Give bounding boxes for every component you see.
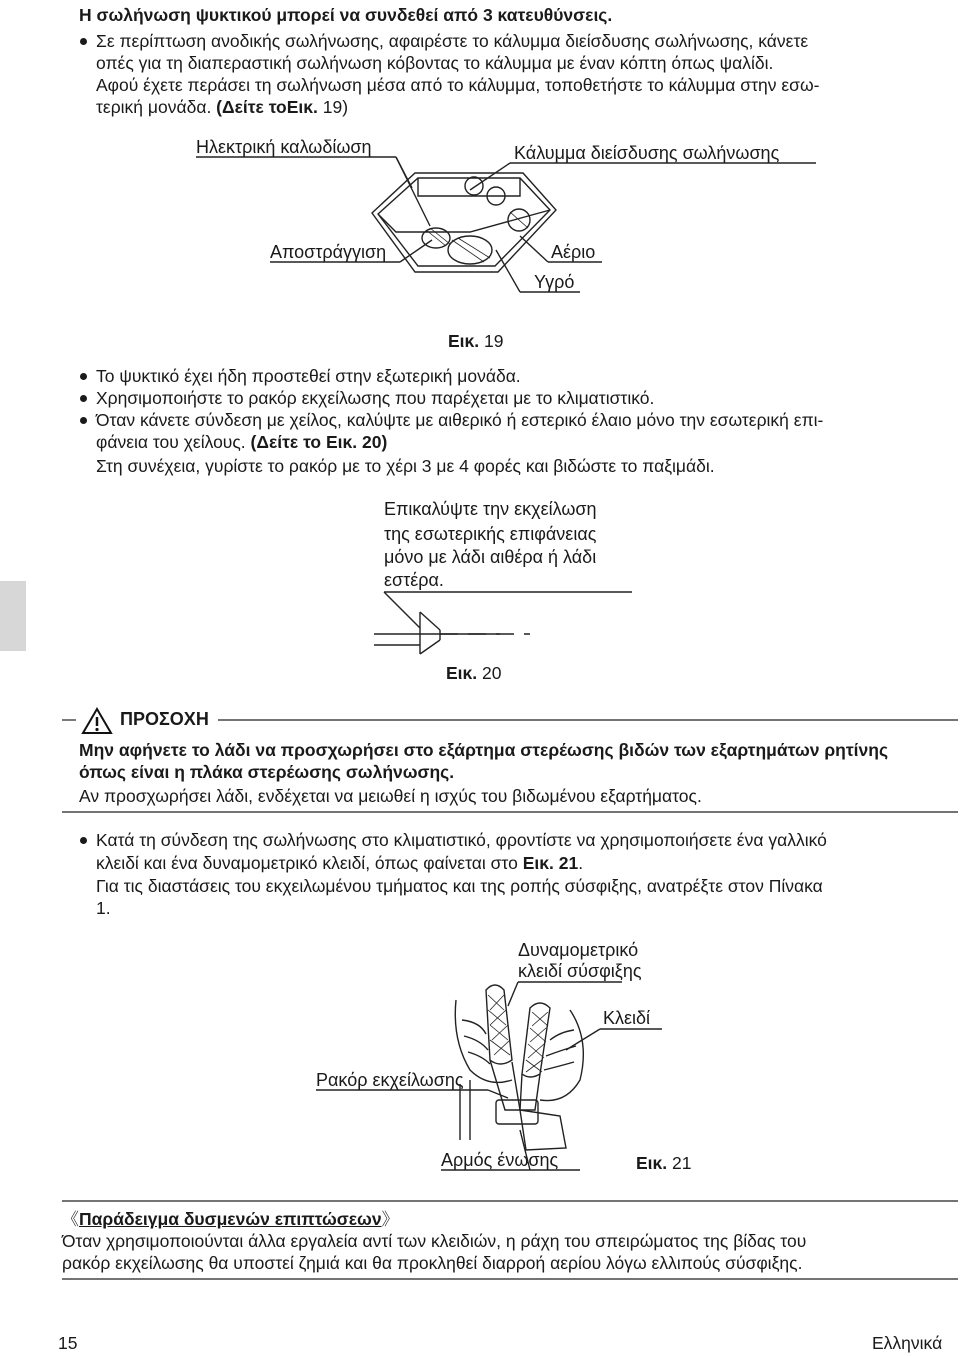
label-electrical-wiring: Ηλεκτρική καλωδίωση bbox=[196, 137, 372, 157]
bullet1-line4: τερική μονάδα. (Δείτε τοΕικ. 19) bbox=[96, 97, 349, 117]
fig20-caption: Εικ. 20 bbox=[446, 663, 502, 683]
footer-language: Ελληνικά bbox=[872, 1333, 943, 1353]
caution-title: ΠΡΟΣΟΧΗ bbox=[120, 709, 209, 729]
bullet2-3-line2: φάνεια του χείλους. (Δείτε το Εικ. 20) bbox=[96, 432, 388, 452]
bullet2-3-line3: Στη συνέχεια, γυρίστε το ρακόρ με το χέρι 3 με 4 φορές και βιδώστε το παξιμάδι. bbox=[96, 456, 715, 476]
caution-normal-line: Αν προσχωρήσει λάδι, ενδέχεται να μειωθεί η ισχύς του βιδωμένου εξαρτήματος. bbox=[79, 786, 702, 806]
label-torque-wrench-1: Δυναμομετρικό bbox=[518, 940, 639, 960]
label-wrench: Κλειδί bbox=[603, 1008, 651, 1028]
bullet2-3-line1: Όταν κάνετε σύνδεση με χείλος, καλύψτε με αιθερικό ή εστερικό έλαιο μόνο την εσωτερική επι- bbox=[96, 410, 824, 430]
label-gas: Αέριο bbox=[551, 242, 596, 262]
caution-bold-line2: όπως είναι η πλάκα στερέωσης σωλήνωσης. bbox=[79, 762, 455, 782]
bullet2-1: Το ψυκτικό έχει ήδη προστεθεί στην εξωτερική μονάδα. bbox=[96, 366, 521, 386]
section-heading: Η σωλήνωση ψυκτικού μπορεί να συνδεθεί από 3 κατευθύνσεις. bbox=[79, 5, 613, 25]
fig20-note-line3: μόνο με λάδι αιθέρα ή λάδι bbox=[384, 547, 597, 567]
label-liquid: Υγρό bbox=[534, 272, 575, 292]
bullet1-line3: Αφού έχετε περάσει τη σωλήνωση μέσα από το κάλυμμα, τοποθετήστε το κάλυμμα στην εσω- bbox=[96, 75, 820, 95]
label-drain: Αποστράγγιση bbox=[270, 242, 387, 262]
bullet1-line2: οπές για τη διαπεραστική σωλήνωση κόβοντας το κάλυμμα με έναν κόπτη όπως ψαλίδι. bbox=[96, 53, 774, 73]
fig20-note-line4: εστέρα. bbox=[384, 570, 444, 590]
fig20-note-line1: Επικαλύψτε την εκχείλωση bbox=[384, 499, 597, 519]
bullet1-line1: Σε περίπτωση ανοδικής σωλήνωσης, αφαιρέστε το κάλυμμα διείσδυσης σωλήνωσης, κάνετε bbox=[96, 31, 809, 51]
bullet4-line1: Κατά τη σύνδεση της σωλήνωσης στο κλιματιστικό, φροντίστε να χρησιμοποιήσετε ένα γαλλικό bbox=[96, 830, 827, 850]
label-flare-nut: Ρακόρ εκχείλωσης bbox=[316, 1070, 464, 1090]
page-number: 15 bbox=[58, 1333, 78, 1353]
bullet4-line2: κλειδί και ένα δυναμομετρικό κλειδί, όπως φαίνεται στο Εικ. 21. bbox=[96, 853, 584, 873]
bad-example-line1: Όταν χρησιμοποιούνται άλλα εργαλεία αντί των κλειδιών, η ράχη του σπειρώματος της βίδας του bbox=[62, 1231, 807, 1251]
bullet2-2: Χρησιμοποιήστε το ρακόρ εκχείλωσης που παρέχεται με το κλιματιστικό. bbox=[96, 388, 655, 408]
fig20-note-line2: της εσωτερικής επιφάνειας bbox=[384, 524, 597, 544]
bad-example-line2: ρακόρ εκχείλωσης θα υποστεί ζημιά και θα προκληθεί διαρροή αερίου λόγω ελλιπούς σύσφιξης. bbox=[62, 1253, 803, 1273]
label-union: Αρμός ένωσης bbox=[441, 1150, 559, 1170]
label-torque-wrench-2: κλειδί σύσφιξης bbox=[518, 961, 642, 981]
bullet4-line3: Για τις διαστάσεις του εκχειλωμένου τμήματος και της ροπής σύσφιξης, ανατρέξτε στον Πίνακα bbox=[96, 876, 823, 896]
label-pipe-cover: Κάλυμμα διείσδυσης σωλήνωσης bbox=[514, 143, 780, 163]
caution-bold-line1: Μην αφήνετε το λάδι να προσχωρήσει στο εξάρτημα στερέωσης βιδών των εξαρτημάτων ρητίνης bbox=[79, 740, 889, 760]
fig19-caption: Εικ. 19 bbox=[448, 331, 504, 351]
bullet4-line4: 1. bbox=[96, 898, 111, 918]
fig21-caption: Εικ. 21 bbox=[636, 1153, 692, 1173]
bad-example-title: 《Παράδειγμα δυσμενών επιπτώσεων》 bbox=[62, 1209, 399, 1229]
